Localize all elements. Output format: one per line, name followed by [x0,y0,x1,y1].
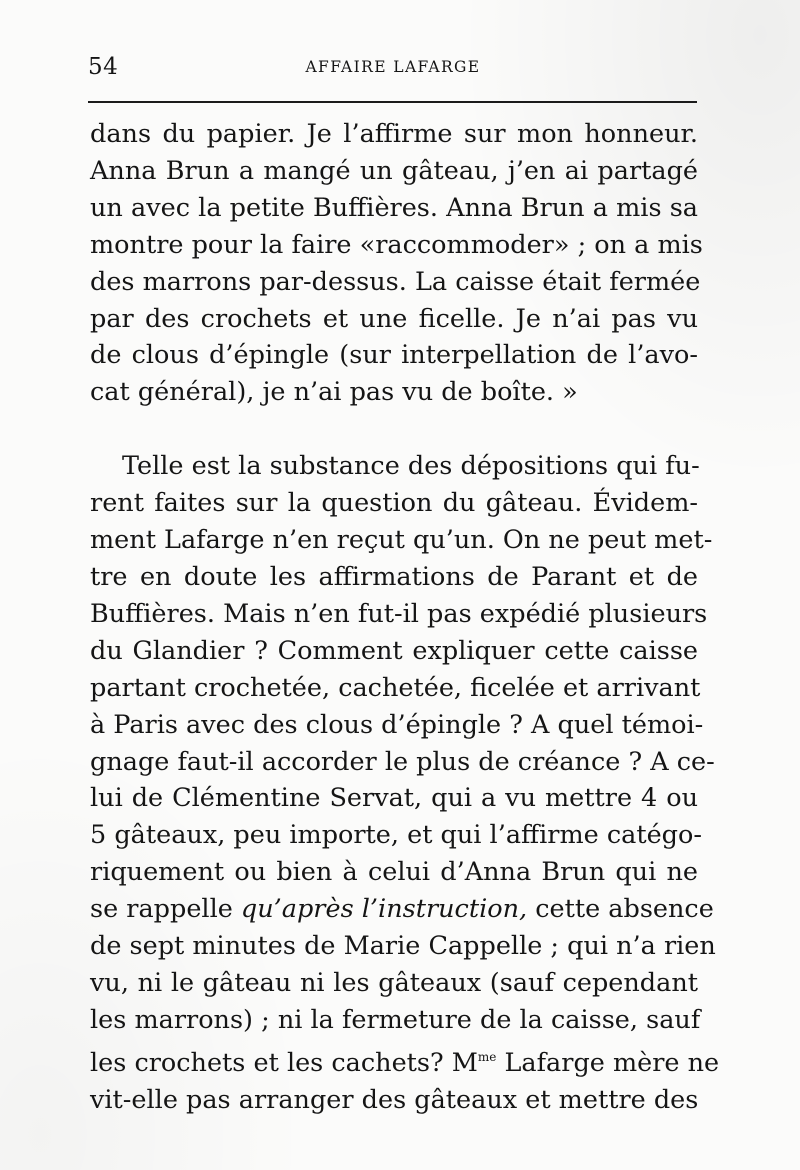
text-line: du Glandier ? Comment expliquer cette caisse [90,635,698,666]
text-line: dans du papier. Je l’affirme sur mon honneur. [90,119,698,149]
text-line: Anna Brun a mangé un gâteau, j’en ai partagé [90,155,698,186]
text-line: ment Lafarge n’en reçut qu’un. On ne peut met- [90,525,713,556]
text-line: par des crochets et une ficelle. Je n’ai pas vu [90,303,698,334]
text-line: un avec la petite Buffières. Anna Brun a mis sa [90,192,698,223]
paragraph-testimony-end [90,116,703,411]
text-line: riquement ou bien à celui d’Anna Brun qui ne [90,857,698,888]
text-line: des marrons par-dessus. La caisse était fermée [90,266,701,297]
paragraph-analysis [90,448,720,1118]
text-segment: les crochets et les cachets? M [90,1047,478,1078]
text-line: vit-elle pas arranger des gâteaux et mettre des [90,1084,699,1115]
text-segment: se rappelle [90,894,241,925]
superscript-abbreviation: me [477,1049,497,1064]
text-line: gnage faut-il accorder le plus de créance ? A ce- [90,746,715,777]
text-line: de clous d’épingle (sur interpellation de l’avo- [90,340,698,371]
body-text [90,116,720,1119]
header-rule [88,101,697,103]
text-line: lui de Clémentine Servat, qui a vu mettre 4 ou [90,783,698,814]
text-line: cat général), je n’ai pas vu de boîte. » [90,377,578,408]
text-line: vu, ni le gâteau ni les gâteaux (sauf cependant [90,967,698,998]
text-line: tre en doute les affirmations de Parant et de [90,561,698,592]
italic-phrase: qu’après l’instruction, [240,894,528,925]
page-header [88,50,698,86]
text-line: Telle est la substance des dépositions qui fu- [122,451,700,482]
text-line: 5 gâteaux, peu importe, et qui l’affirme catégo- [90,820,702,851]
text-line-with-italic [90,891,714,928]
text-line-with-superscript [90,1039,720,1082]
text-line: montre pour la faire «raccommoder» ; on a mis [90,229,703,260]
text-line: de sept minutes de Marie Cappelle ; qui n’a rien [90,931,716,962]
text-line: rent faites sur la question du gâteau. Évidem- [90,488,698,519]
text-segment: cette absence [527,894,714,925]
text-line: partant crochetée, cachetée, ficelée et arrivant [90,672,701,703]
page-number: 54 [88,54,119,80]
text-line: les marrons) ; ni la fermeture de la caisse, sauf [90,1004,701,1035]
running-title: AFFAIRE LAFARGE [305,58,481,76]
text-line: Buffières. Mais n’en fut-il pas expédié plusieurs [90,598,708,629]
text-segment: Lafarge mère ne [496,1047,720,1078]
text-line: à Paris avec des clous d’épingle ? A quel témoi- [90,709,704,740]
